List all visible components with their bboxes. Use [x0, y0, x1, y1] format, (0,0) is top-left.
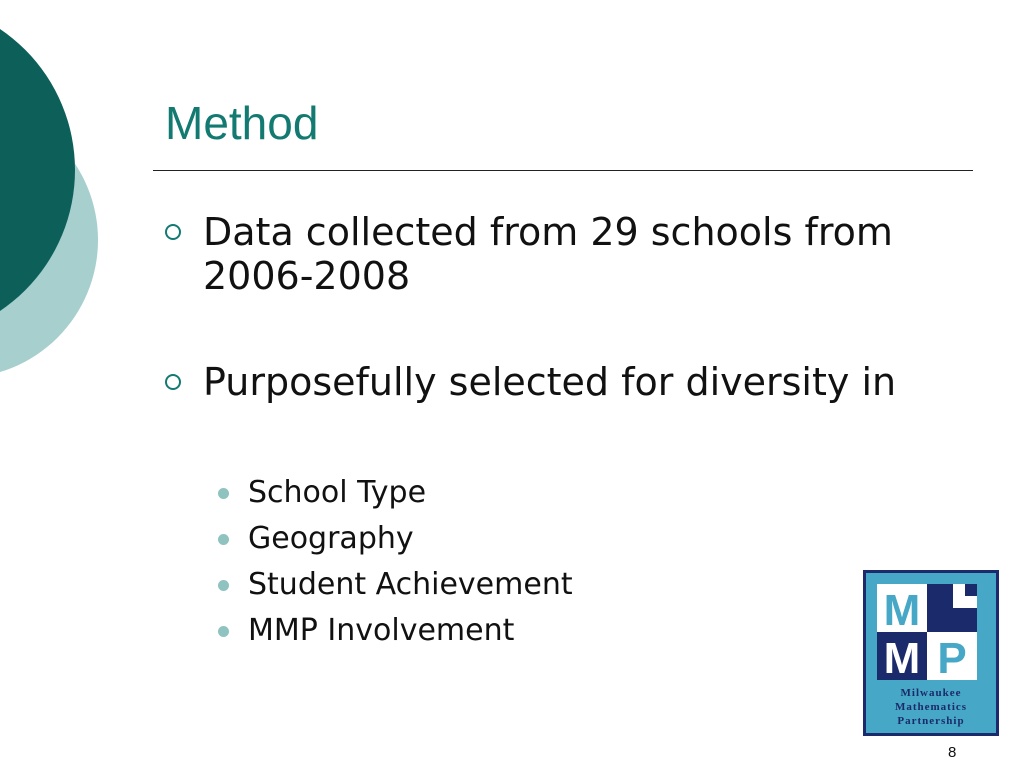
title-divider [153, 170, 973, 171]
sub-bullet-item [218, 562, 573, 608]
logo-line-mathematics: Mathematics [894, 701, 968, 713]
sub-bullet-item [218, 608, 573, 654]
bullet-item [165, 210, 965, 298]
bullet-list [165, 210, 965, 404]
sub-bullet-text: MMP Involvement [248, 613, 515, 648]
slide-title: Method [165, 97, 319, 149]
bullet-text: Purposefully selected for diversity in [203, 360, 897, 404]
dot-bullet-icon [218, 626, 229, 637]
sub-bullet-text: School Type [248, 475, 427, 510]
sub-bullet-text: Student Achievement [248, 567, 573, 602]
sub-bullet-list [218, 470, 573, 654]
dot-bullet-icon [218, 488, 229, 499]
sub-bullet-item [218, 516, 573, 562]
bullet-text: Data collected from 29 schools from 2006-2008 [203, 210, 893, 298]
logo-letter-p: P [937, 634, 967, 683]
page-number: 8 [948, 744, 957, 761]
hollow-circle-bullet-icon [165, 224, 181, 240]
logo-line-partnership: Partnership [897, 715, 965, 727]
logo-letter-m: M [883, 634, 921, 683]
hollow-circle-bullet-icon [165, 374, 181, 390]
decorative-circles [0, 0, 110, 420]
dot-bullet-icon [218, 580, 229, 591]
logo-letter-m: M [883, 586, 921, 635]
bullet-item [165, 360, 965, 404]
sub-bullet-text: Geography [248, 521, 414, 556]
mmp-logo [863, 570, 999, 736]
sub-bullet-item [218, 470, 573, 516]
dot-bullet-icon [218, 534, 229, 545]
logo-line-milwaukee: Milwaukee [900, 687, 962, 699]
